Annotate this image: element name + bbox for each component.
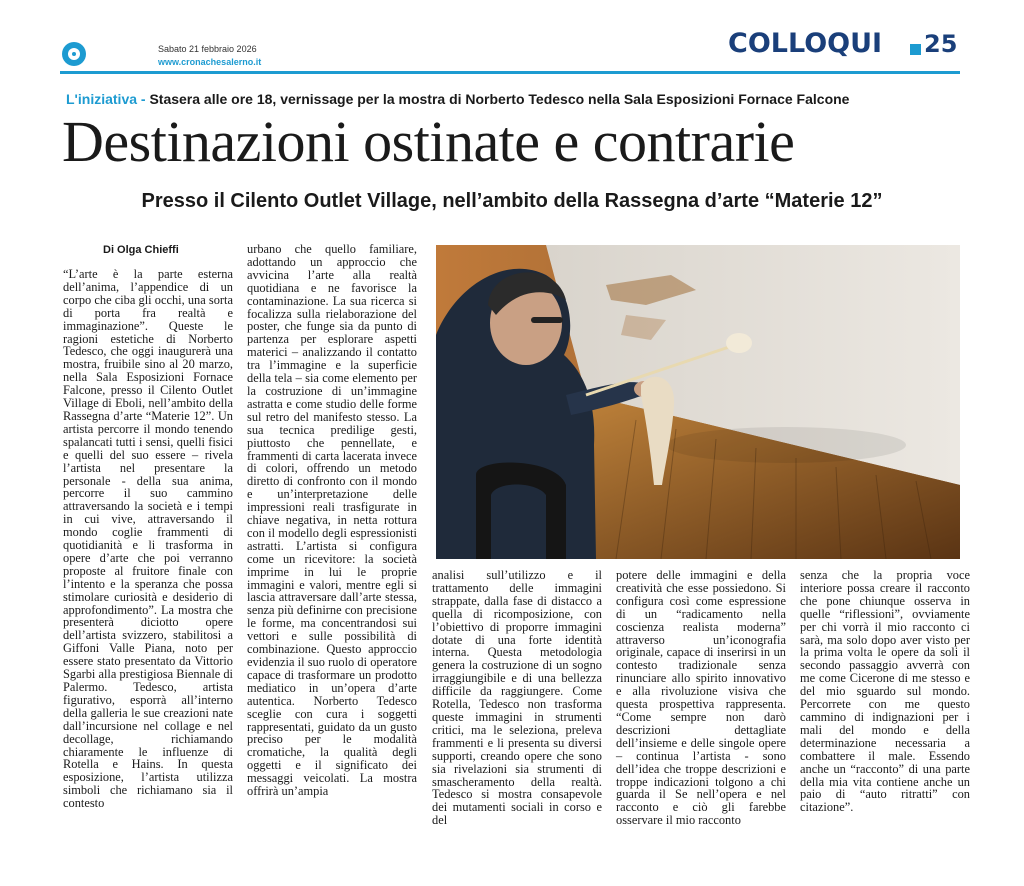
- column-2-text: urbano che quello familiare, adottando un approccio che avvicina l’arte alla realtà quotidiana e ne favorisce la contaminazione. La sua ricerca si focalizza sulla rielaborazione del poster, che funge sia da punto di partenza per esplorare aspetti materici – analizzando il contatto tra l’immagine e la superficie della tela – sia come elemento per la costruzione di un’immagine astratta e come studio delle forme sul retro del manifesto stesso. La sua tecnica predilige gesti, piuttosto che pennellate, e frammenti di carta lacerata invece di colori, offrendo un metodo diretto di confronto con il mondo e un’interpretazione delle impressioni reali trasfigurate in chiave negativa, in netta rottura con il modello degli espressionisti astratti. L’artista si configura come un ricevitore: la società imprime in lui le proprie immagini e valori, mentre egli si lascia attraversare dall’arte stessa, senza più definirne con precisione le forme, ma concentrandosi sui vettori e sulle possibilità di combinazione. Questo approccio evidenzia il suo ruolo di operatore capace di trasformare un prodotto mediatico in un’opera d’arte autentica. Norberto Tedesco sceglie con cura i soggetti rappresentati, guidato da un gusto preciso per le modalità cromatiche, la qualità degli oggetti e il significato dei messaggi veicolati. La mostra offrirà un’ampia: [247, 242, 417, 799]
- column-1-text: “L’arte è la parte esterna dell’anima, l’appendice di un corpo che ciba gli occhi, una sorta di porta fra realtà e immaginazione”. Queste le ragioni estetiche di Norberto Tedesco, che oggi inaugurerà una mostra, fruibile sino al 20 marzo, nella Sala Esposizioni Fornace Falcone, presso il Cilento Outlet Village di Eboli, nell’ambito della Rassegna d’arte “Materie 12”. Un artista percorre il mondo tenendo spalancati tutti i sensi, quelli fisici e quelli del suo essere – rivela l’artista nel presentare la personale - della sua anima, percorre il suo cammino attraversando la società e i tempi in cui vive, attraversando il mondo coglie frammenti di quotidianità e li trasforma in opere d’arte che poi verranno proposte al fruitore finale con l’intento e la speranza che possa stimolare curiosità e desiderio di approfondimento”. La mostra che presenterà diciotto opere dell’artista svizzero, stabilitosi a Giffoni Valle Piana, noto per essere stato presentato da Vittorio Sgarbi alla prestigiosa Biennale di Palermo. Tedesco, artista figurativo, esporrà all’interno della galleria le sue creazioni nate dall’incursione nel collage e nel decollage, richiamando chiaramente le influenze di Rotella e Hains. In questa esposizione, l’artista utilizza simboli che richiamano sia il contesto: [63, 267, 233, 811]
- website-link[interactable]: www.cronachesalerno.it: [158, 57, 262, 67]
- section-title: COLLOQUI: [728, 28, 883, 59]
- kicker-label: L'iniziativa -: [66, 91, 150, 107]
- article-photo: [436, 245, 960, 559]
- issue-date: Sabato 21 febbraio 2026: [158, 44, 257, 54]
- header-rule: [60, 71, 960, 74]
- article-kicker: [66, 91, 849, 107]
- page-number: 25: [924, 30, 958, 58]
- text-column-3: [432, 569, 602, 827]
- column-4-text: potere delle immagini e della creatività che esse possiedono. Si configura così come espressione di un “radicamento nella coscienza realista moderna” attraverso un’iconografia originale, capace di inserirsi in un contesto tradizionale senza rinunciare allo spirito innovativo e alla rivoluzione visiva che questa prospettiva rappresenta. “Come sempre non darò descrizioni dettagliate dell’insieme e delle singole opere – continua l’artista - sono dell’idea che troppe descrizioni e troppe indicazioni tolgono a chi guarda il Se nell’opera e nel racconto e ciò gli farebbe osservare il mio racconto: [616, 568, 786, 828]
- article-headline: Destinazioni ostinate e contrarie: [62, 109, 795, 174]
- text-column-1: [63, 268, 233, 810]
- column-3-text: analisi sull’utilizzo e il trattamento delle immagini strappate, dalla fase di distacco a quella di ricomposizione, con l’obiettivo di proporre immagini dotate di una forte identità interna. Questa metodologia genera la costruzione di un sogno irraggiungibile e di una bellezza difficile da raggiungere. Come Rotella, Tedesco non trasforma queste immagini in strumenti critici, ma le seleziona, preleva frammenti e li presenta su diversi supporti, creando opere che sono sia rivelazioni sia strumenti di smascheramento della realtà. Tedesco si mostra consapevole dei mutamenti sociali in corso e del: [432, 568, 602, 828]
- kicker-text: Stasera alle ore 18, vernissage per la mostra di Norberto Tedesco nella Sala Esposizioni Fornace Falcone: [149, 91, 850, 107]
- text-column-4: [616, 569, 786, 827]
- article-byline: Di Olga Chieffi: [103, 244, 179, 256]
- column-5-text: senza che la propria voce interiore possa creare il racconto che pone chiunque osserva in quelle “riflessioni”, ovviamente per chi vorrà il mio racconto ci sarà, ma solo dopo aver visto per la prima volta le opere da soli il secondo passaggio avverrà con me come Cicerone di me stesso e del mio sguardo sul mondo. Percorrete con me questo cammino di indignazioni per i mali del mondo e della determinazione necessaria a combattere il male. Essendo anche un “racconto” di una parte della mia vita contiene anche un paio di “auto ritratti” con citazione”.: [800, 568, 970, 815]
- newspaper-logo-icon: [62, 42, 86, 66]
- section-square-icon: [910, 44, 921, 55]
- article-subheadline: Presso il Cilento Outlet Village, nell’ambito della Rassegna d’arte “Materie 12”: [141, 190, 883, 212]
- text-column-2: [247, 243, 417, 798]
- text-column-5: [800, 569, 970, 814]
- page-header: [0, 0, 1024, 76]
